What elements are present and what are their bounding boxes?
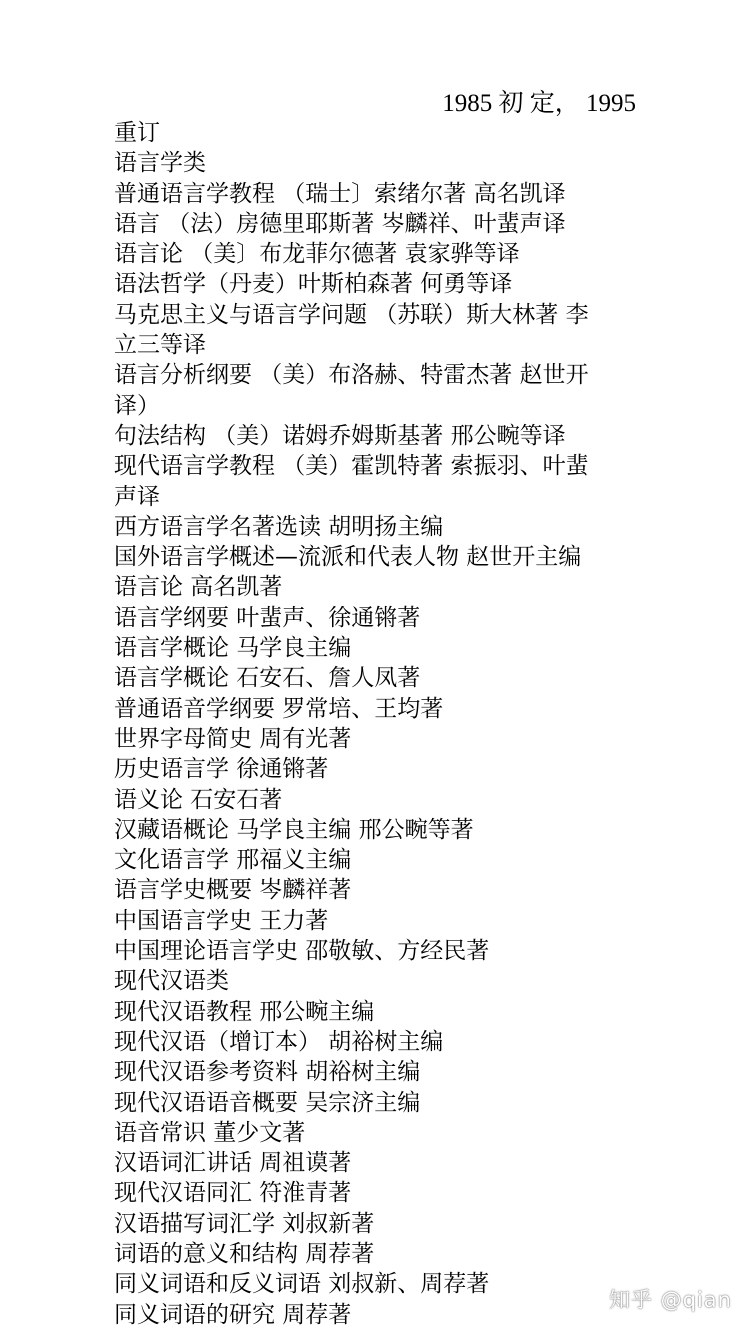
text-line: 重订 [114,120,160,146]
text-line: 现代汉语语音概要 吴宗济主编 [114,1089,421,1116]
text-line: 声译 [114,483,160,510]
date-line: 1985 初 定， 1995 [442,90,636,117]
text-line: 语义论 石安石著 [114,786,283,813]
text-line: 句法结构 （美）诺姆乔姆斯基著 邢公畹等译 [114,422,566,449]
text-line: 语言学纲要 叶蜚声、徐通锵著 [114,604,421,631]
text-line: 语言学概论 石安石、詹人凤著 [114,665,421,692]
text-line: 语言分析纲要 （美）布洛赫、特雷杰著 赵世开 [114,362,589,389]
text-line: 语言论 高名凯著 [114,574,283,601]
text-line: 世界字母简史 周有光著 [114,725,352,752]
text-line: 语音常识 董少文著 [114,1119,306,1146]
text-line: 文化语言学 邢福义主编 [114,847,352,874]
text-line: 普通语音学纲要 罗常培、王均著 [114,695,444,722]
text-line: 语言学史概要 岑麟祥著 [114,877,352,904]
text-line: 语言论 （美〕布龙菲尔德著 袁家骅等译 [114,241,520,268]
text-line: 汉语词汇讲话 周祖谟著 [114,1150,352,1177]
text-line: 语法哲学（丹麦）叶斯柏森著 何勇等译 [114,271,513,298]
text-line: 译） [114,392,160,419]
text-line: 同义词语的研究 周荐著 [114,1301,352,1328]
text-line: 中国语言学史 王力著 [114,907,329,934]
text-line: 西方语言学名著选读 胡明扬主编 [114,513,444,540]
text-line: 汉藏语概论 马学良主编 邢公畹等著 [114,816,474,843]
text-line: 汉语描写词汇学 刘叔新著 [114,1210,375,1237]
text-line: 现代汉语教程 邢公畹主编 [114,998,375,1025]
book-list [114,118,638,1330]
text-line: 马克思主义与语言学问题 （苏联）斯大林著 李 [114,301,589,328]
text-line: 现代汉语类 [114,968,229,995]
text-line: 语言 （法）房德里耶斯著 岑麟祥、叶蜚声译 [114,210,566,237]
zhihu-watermark: 知乎 @qian [608,1288,732,1312]
text-line: 词语的意义和结构 周荐著 [114,1240,375,1267]
text-line: 现代语言学教程 （美）霍凯特著 索振羽、叶蜚 [114,453,589,480]
text-line: 普通语言学教程 （瑞士〕索绪尔著 高名凯译 [114,180,566,207]
text-line: 同义词语和反义词语 刘叔新、周荐著 [114,1271,490,1298]
text-line: 现代汉语参考资料 胡裕树主编 [114,1059,421,1086]
text-line: 语言学概论 马学良主编 [114,635,352,662]
text-line: 中国理论语言学史 邵敬敏、方经民著 [114,938,490,965]
text-line: 立三等译 [114,332,206,359]
text-line: 国外语言学概述—流派和代表人物 赵世开主编 [114,544,582,571]
text-line: 现代汉语同汇 符淮青著 [114,1180,352,1207]
text-line: 语言学类 [114,150,206,177]
text-line: 现代汉语（增订本） 胡裕树主编 [114,1028,444,1055]
text-line: 历史语言学 徐通锵著 [114,756,329,783]
